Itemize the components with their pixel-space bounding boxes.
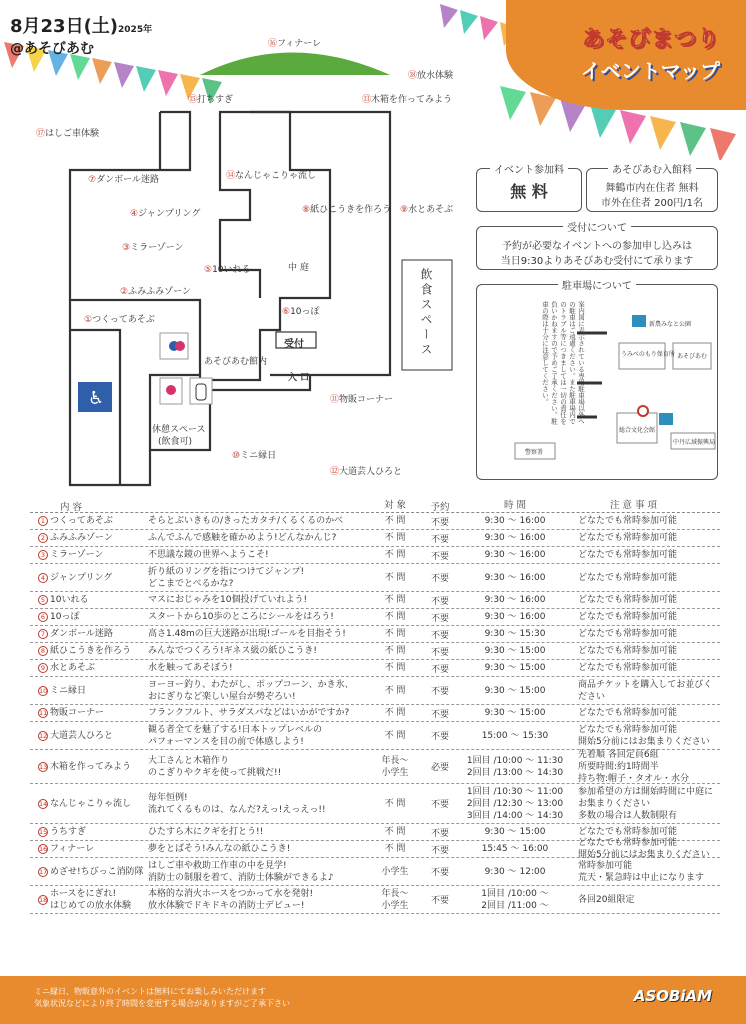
event-number: 11	[39, 709, 48, 717]
event-note: どなたでも常時参加可能	[578, 612, 678, 622]
event-name: ミラーゾーン	[50, 550, 104, 560]
parking-title: 駐車場について	[558, 277, 636, 292]
fee-box	[476, 165, 582, 212]
event-time: 9:30 ～ 15:00	[484, 685, 546, 696]
map-label-himo: ⑧紙ひこうきを作ろう	[302, 205, 392, 215]
event-time: 9:30 ～ 15:30	[484, 629, 546, 639]
table-row	[30, 677, 720, 705]
event-note: どなたでも常時参加可能	[578, 646, 678, 656]
admission-box	[586, 165, 718, 212]
map-label-uchisugi: ⑮打ちすぎ	[188, 95, 234, 105]
event-number: 9	[38, 663, 48, 673]
event-name: 木箱を作ってみよう	[50, 761, 132, 772]
table-row	[30, 722, 720, 750]
event-note: どなたでも常時参加可能	[578, 827, 678, 837]
parking-label-5: 警察署	[525, 449, 544, 456]
event-note: 各回20組限定	[578, 894, 635, 905]
event-target: 年長～ 小学生	[381, 888, 409, 911]
event-time: 9:30 ～ 15:00	[484, 708, 546, 718]
event-note: 商品チケットを購入してお並びください	[578, 679, 713, 702]
event-title: あそびまつり	[581, 27, 720, 52]
event-description: 本格的な消火ホースをつかって水を発射! 放水体験でドキドキの消防士デビュー!	[148, 888, 314, 911]
venue-map	[30, 30, 470, 490]
event-target: 不 問	[384, 798, 406, 809]
event-description: 大工さんと木箱作り のこぎりやクギを使って挑戦だ!!	[148, 755, 282, 778]
event-name: 10いれる	[50, 595, 89, 605]
event-number: 16	[39, 845, 48, 853]
event-reservation: 不要	[430, 828, 449, 839]
parking-map	[477, 285, 719, 481]
event-time: 9:30 ～ 16:00	[484, 516, 546, 526]
event-number: 14	[39, 799, 48, 808]
reception-line1: 予約が必要なイベントへの参加申し込みは	[502, 241, 692, 252]
event-description: 折り紙のリングを指につけてジャンプ! どこまでとべるかな?	[148, 566, 305, 589]
event-note: どなたでも常時参加可能	[578, 595, 678, 605]
event-note: どなたでも常時参加可能	[578, 708, 678, 718]
map-label-kyukei-sub: (飲食可)	[158, 437, 193, 447]
event-time: 9:30 ～ 16:00	[484, 572, 546, 583]
map-label-ireru: ⑤10いれる	[204, 265, 251, 275]
event-target: 不 問	[384, 516, 406, 526]
bunting-flag	[680, 122, 706, 156]
table-row	[30, 660, 720, 677]
map-label-iriguchi: 入 口	[288, 373, 310, 383]
map-label-housui: ⑱放水体験	[408, 71, 454, 81]
event-reservation: 必要	[430, 763, 449, 773]
event-description: ひたすら木にクギを打とう!!	[148, 827, 264, 837]
event-year: 2025年	[118, 25, 153, 35]
event-reservation: 不要	[430, 630, 449, 641]
event-number: 13	[39, 762, 48, 771]
event-number: 4	[38, 573, 48, 583]
event-target: 不 問	[384, 685, 406, 696]
event-reservation: 不要	[430, 647, 449, 658]
table-row	[30, 750, 720, 784]
event-name: ダンボール迷路	[50, 629, 113, 639]
admission-line2: 市外在住者 200円/1名	[601, 198, 703, 209]
event-description: 毎年恒例! 流れてくるものは、なんだ?えっ!えっえっ!!	[148, 792, 326, 815]
event-reservation: 不要	[430, 613, 449, 624]
event-reservation: 不要	[430, 534, 449, 545]
event-target: 不 問	[384, 646, 406, 656]
event-description: スタートから10歩のところにシールをはろう!	[148, 612, 334, 622]
event-time: 9:30 ～ 15:00	[484, 827, 546, 837]
event-description: 不思議な鏡の世界へようこそ!	[148, 550, 269, 560]
event-venue: @あそびあむ	[10, 41, 94, 57]
event-reservation: 不要	[430, 868, 449, 878]
map-label-inshoku: 飲食スペース	[419, 268, 433, 358]
baby-bottle-icon	[196, 384, 206, 400]
event-name: 物販コーナー	[50, 708, 105, 718]
header-time: 時 間	[503, 499, 527, 511]
parking-label-3: 総合文化会館	[619, 427, 656, 434]
event-target: 不 問	[384, 572, 406, 583]
event-number: 8	[38, 646, 48, 656]
map-label-danball: ⑦ダンボール迷路	[88, 175, 159, 185]
event-name: 大道芸人ひろと	[50, 730, 114, 741]
event-target: 不 問	[384, 663, 406, 673]
event-reservation: 不要	[430, 845, 449, 856]
table-row	[30, 858, 720, 886]
map-label-kyukei: 休憩スペース	[152, 425, 206, 435]
event-name: 10っぽ	[50, 612, 80, 622]
parking-box	[476, 281, 718, 480]
map-label-fumifumi: ②ふみふみゾーン	[120, 287, 191, 297]
event-target: 不 問	[384, 595, 406, 605]
event-name: つくってあそぶ	[50, 516, 113, 526]
event-reservation: 不要	[430, 551, 449, 562]
event-description: マスにおじゃみを10個投げていれよう!	[148, 595, 308, 605]
event-number: 7	[38, 629, 48, 639]
map-label-hoppo: ⑥10っぽ	[282, 307, 320, 317]
reception-title: 受付について	[563, 219, 631, 234]
event-reservation: 不要	[430, 687, 449, 697]
event-number: 6	[38, 612, 48, 622]
event-reservation: 不要	[430, 896, 449, 906]
event-target: 不 問	[384, 533, 406, 543]
event-target: 不 問	[384, 730, 406, 741]
footer-line2: 気象状況などにより終了時間を変更する場合がありますがご了承下さい	[34, 999, 290, 1008]
parking-label-1: うみべのもり保育所	[621, 351, 675, 358]
event-name: ジャンプリング	[50, 572, 113, 583]
wheelchair-glyph: ♿	[88, 388, 105, 409]
parking-label-4: 中丹広域振興局	[673, 439, 716, 446]
fee-title: イベント参加料	[490, 161, 568, 176]
event-name: ミニ縁日	[50, 685, 87, 696]
event-description: 夢をとばそう!みんなの紙ひこうき!	[148, 844, 291, 854]
event-reservation: 不要	[430, 800, 449, 810]
event-description: 高さ1.48mの巨大迷路が出現!ゴールを目指そう!	[148, 629, 346, 639]
event-note: どなたでも常時参加可能	[578, 572, 678, 583]
map-label-busshan: ⑪物販コーナー	[330, 395, 394, 405]
event-description: フランクフルト、サラダスパなどはいかがですか?	[148, 708, 350, 718]
map-label-uketsuke: 受付	[284, 339, 304, 350]
event-description: 観る者全てを魅了する!日本トップレベルの パフォーマンスを目の前で体感しよう!	[148, 724, 322, 747]
event-time: 9:30 ～ 16:00	[484, 533, 546, 543]
footer-line1: ミニ縁日、物販意外のイベントは無料にてお楽しみいただけます	[34, 987, 266, 996]
map-label-kibako: ⑬木箱を作ってみよう	[362, 95, 453, 105]
event-time: 9:30 ～ 15:00	[484, 646, 546, 656]
event-target: 不 問	[384, 708, 406, 718]
event-target: 不 問	[384, 550, 406, 560]
bunting-flag	[500, 86, 526, 120]
table-row	[30, 547, 720, 564]
map-label-midori: ⑩ミニ縁日	[232, 451, 277, 461]
table-row	[30, 886, 720, 914]
event-number: 17	[39, 867, 48, 876]
event-note: どなたでも常時参加可能	[578, 663, 678, 673]
table-row	[30, 626, 720, 643]
event-name: 水とあそぶ	[50, 663, 96, 673]
event-reservation: 不要	[430, 732, 449, 742]
table-row	[30, 592, 720, 609]
event-reservation: 不要	[430, 709, 449, 720]
bunting-flag	[480, 16, 498, 40]
women-icon	[175, 341, 185, 351]
event-time: 9:30 ～ 16:00	[484, 595, 546, 605]
fee-value: 無 料	[510, 182, 548, 201]
event-table	[30, 499, 720, 914]
admission-line1: 舞鶴市内在住者 無料	[605, 183, 699, 194]
event-target: 小学生	[381, 866, 409, 877]
event-time: 9:30 ～ 12:00	[484, 866, 546, 877]
reception-line2: 当日9:30よりあそびあむ受付にて承ります	[500, 256, 694, 267]
event-time: 1回目 /10:30 ～ 11:00 2回目 /12:30 ～ 13:00 3回目 /14:00 ～ 14:30	[466, 786, 564, 821]
event-reservation: 不要	[430, 517, 449, 528]
event-note: 常時参加可能 荒天・緊急時は中止になります	[578, 860, 705, 883]
event-reservation: 不要	[430, 596, 449, 607]
header-reservation: 予約	[430, 501, 450, 513]
header-target: 対 象	[383, 499, 407, 511]
table-row	[30, 530, 720, 547]
event-description: みんなでつくろう!ギネス級の紙ひこうき!	[148, 646, 318, 656]
event-note: 参加希望の方は開始時間に中庭にお集まりください 多数の場合は人数制限有	[578, 786, 714, 821]
admission-title: あそびあむ入館料	[608, 161, 696, 176]
event-name: めざせ!ちびっこ消防隊	[50, 866, 144, 877]
map-label-daidou: ⑫大道芸人ひろと	[330, 467, 403, 477]
women-icon-2	[166, 385, 176, 395]
bunting-flag	[710, 128, 736, 160]
event-note: どなたでも常時参加可能 開始5分前にはお集まりください	[578, 838, 710, 860]
event-note: どなたでも常時参加可能	[578, 550, 678, 560]
map-label-mizu: ⑨水とあそぶ	[400, 205, 454, 215]
event-time: 9:30 ～ 16:00	[484, 550, 546, 560]
event-name: 紙ひこうきを作ろう	[50, 646, 132, 656]
map-label-tsukutte: ①つくってあそぶ	[84, 315, 155, 325]
event-description: ふんでふんで感触を確かめよう!どんなかんじ?	[148, 533, 337, 543]
event-target: 不 問	[384, 844, 406, 854]
header-content: 内 容	[60, 501, 83, 513]
event-note: どなたでも常時参加可能	[578, 533, 678, 543]
map-label-finale: ⑯フィナーレ	[268, 39, 322, 49]
map-label-kannai: あそびあむ館内	[204, 357, 268, 367]
event-number: 10	[39, 686, 48, 695]
event-target: 不 問	[384, 629, 406, 639]
map-label-nakaniwa: 中 庭	[288, 263, 309, 273]
event-description: そらとぶいきもの/きったカタチ/くるくるのかべ	[148, 516, 344, 526]
event-note: どなたでも常時参加可能	[578, 516, 678, 526]
event-number: 2	[38, 533, 48, 543]
table-row	[30, 643, 720, 660]
event-description: はしご車や救助工作車の中を見学! 消防士の制服を着て、消防士体験ができるよ♪	[148, 860, 334, 883]
event-time: 1回目 /10:00 ～ 11:30 2回目 /13:00 ～ 14:30	[466, 755, 564, 778]
event-subtitle: イベントマップ	[580, 59, 720, 83]
event-reservation: 不要	[430, 664, 449, 675]
event-name: フィナーレ	[50, 844, 95, 854]
event-name: うちすぎ	[50, 827, 87, 837]
event-target: 不 問	[384, 827, 406, 837]
table-row	[30, 513, 720, 530]
table-row	[30, 784, 720, 824]
event-time: 9:30 ～ 15:00	[484, 663, 546, 673]
event-time: 15:00 ～ 15:30	[481, 730, 549, 741]
event-target: 不 問	[384, 612, 406, 622]
event-description: 水を触ってあそぼう!	[148, 663, 233, 673]
event-name: ホースをにぎれ! はじめての放水体験	[50, 888, 132, 911]
event-note: 先着順 各回定員6組 所要時間:約1時間半 持ち物:帽子・タオル・水分	[578, 749, 690, 784]
event-number: 5	[38, 595, 48, 605]
map-label-mirror: ③ミラーゾーン	[122, 243, 184, 253]
event-number: 1	[38, 516, 48, 526]
table-row	[30, 705, 720, 722]
parking-label-0: 新農みなと公園	[649, 321, 692, 328]
footer	[0, 976, 746, 1024]
bunting-flag	[650, 116, 676, 150]
table-row	[30, 609, 720, 626]
event-date: 8月23日(土)	[10, 16, 119, 37]
finale-stage	[200, 53, 390, 76]
event-name: ふみふみゾーン	[50, 533, 113, 543]
event-time: 1回目 /10:00 ～ 2回目 /11:00 ～	[481, 888, 549, 911]
table-header	[30, 499, 720, 513]
header-notes: 注 意 事 項	[610, 499, 658, 511]
reception-box	[476, 223, 718, 270]
event-time: 9:30 ～ 16:00	[484, 612, 546, 622]
event-description: ヨーヨー釣り、わたがし、ポップコーン、かき氷、 おにぎりなど楽しい屋台が勢ぞろい!	[148, 679, 354, 702]
map-label-hashigo: ⑰はしご車体験	[36, 129, 100, 139]
map-label-nanjakorya: ⑭なんじゃこりゃ流し	[226, 171, 317, 181]
bunting-flag	[620, 110, 646, 144]
event-target: 年長～ 小学生	[381, 755, 409, 778]
event-note: どなたでも常時参加可能 開始5分前にはお集まりください	[578, 724, 710, 747]
event-number: 15	[39, 828, 48, 836]
bunting-flag	[440, 4, 458, 28]
event-time: 15:45 ～ 16:00	[481, 844, 549, 854]
event-note: どなたでも常時参加可能	[578, 629, 678, 639]
event-reservation: 不要	[430, 574, 449, 584]
map-label-jump: ④ジャンプリング	[130, 209, 201, 219]
event-number: 18	[39, 895, 48, 904]
table-row	[30, 838, 720, 860]
asobiam-logo: ASOBiAM	[633, 987, 712, 1005]
parking-label-2: あそびあむ	[677, 353, 708, 360]
table-row	[30, 564, 720, 592]
table-body	[30, 513, 720, 914]
event-number: 12	[39, 731, 48, 740]
event-name: なんじゃこりゃ流し	[50, 798, 132, 809]
parking-note: 案内図に表示されている専用駐車場以外への駐車はご遠慮ください。また駐車場内でのトラブル等につきましては一切の責任を負いかねますので予めご了承ください。駐車の際は十分に注意してください。	[541, 301, 585, 425]
event-number: 3	[38, 550, 48, 560]
